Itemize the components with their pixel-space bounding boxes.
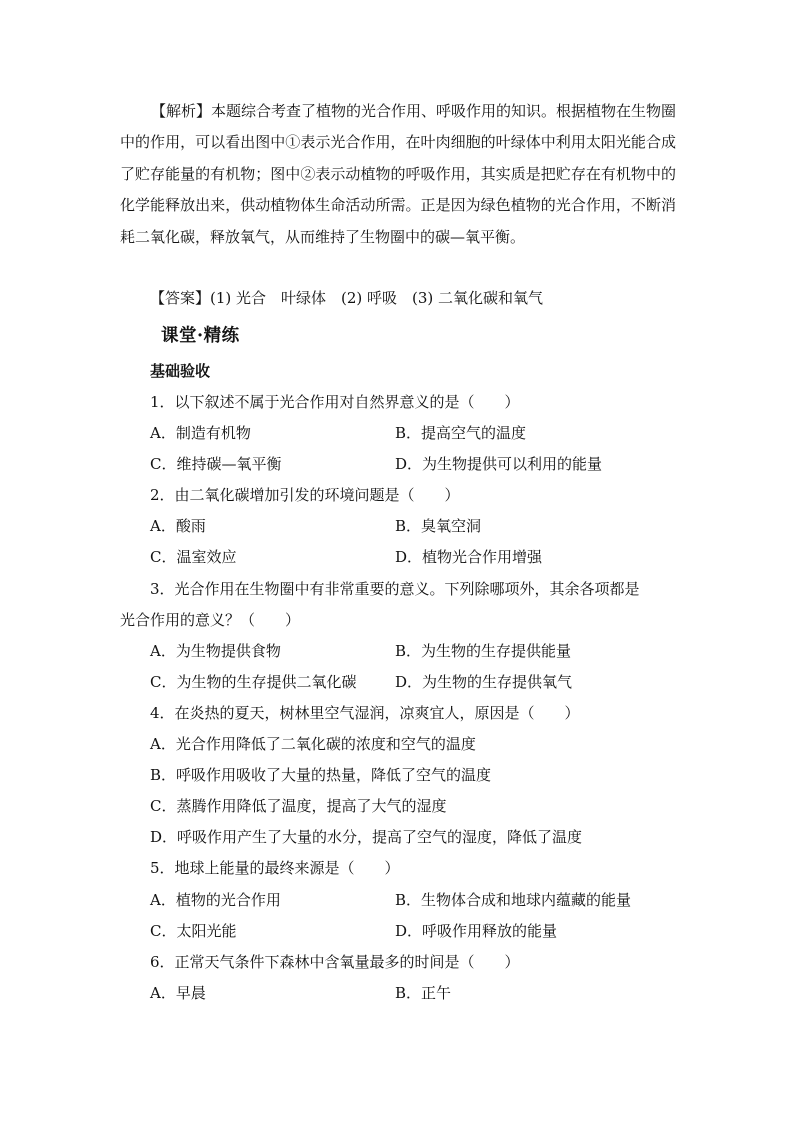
section-title: 课堂·精练 <box>161 326 240 346</box>
question-1-option-a: A．制造有机物 <box>150 424 251 443</box>
question-2-option-d: D．植物光合作用增强 <box>395 548 543 567</box>
analysis-paragraph: 【解析】本题综合考查了植物的光合作用、呼吸作用的知识。根据植物在生物圈中的作用，可以看出图中①表示光合作用，在叶肉细胞的叶绿体中利用太阳光能合成了贮存能量的有机物；图中②表示动植物的呼吸作用，其实质是把贮存在有机物中的化学能释放出来，供动植物体生命活动所需。正是因为绿色植物的光合作用，不断消耗二氧化碳，释放氧气，从而维持了生物圈中的碳—氧平衡。 <box>120 102 677 246</box>
question-2-stem: 2．由二氧化碳增加引发的环境问题是（ ） <box>150 486 460 505</box>
question-1-option-d: D．为生物提供可以利用的能量 <box>395 455 603 474</box>
question-3-option-c: C．为生物的生存提供二氧化碳 <box>150 672 357 691</box>
question-4-option-d: D．呼吸作用产生了大量的水分，提高了空气的湿度，降低了温度 <box>150 828 583 847</box>
question-3-option-b: B．为生物的生存提供能量 <box>395 641 572 660</box>
question-1-option-b: B．提高空气的温度 <box>395 424 527 443</box>
question-3-option-d: D．为生物的生存提供氧气 <box>395 672 573 691</box>
question-1-option-c: C．维持碳—氧平衡 <box>150 455 282 474</box>
question-2-option-b: B．臭氧空洞 <box>395 517 482 536</box>
question-1-options-row-1 <box>120 418 676 449</box>
question-5-option-c: C．太阳光能 <box>150 921 237 940</box>
question-2-option-a: A．酸雨 <box>150 517 206 536</box>
question-2-option-c: C．温室效应 <box>150 548 237 567</box>
question-2-options-row-1 <box>120 511 676 542</box>
question-4-stem: 4．在炎热的夏天，树林里空气湿润，凉爽宜人，原因是（ ） <box>150 703 580 722</box>
question-5-options-row-2 <box>120 916 676 947</box>
question-6-option-a: A．早晨 <box>150 983 206 1002</box>
question-6-stem: 6．正常天气条件下森林中含氧量最多的时间是（ ） <box>150 952 520 971</box>
question-4-option-c: C．蒸腾作用降低了温度，提高了大气的湿度 <box>150 797 447 816</box>
question-3-option-a: A．为生物提供食物 <box>150 641 281 660</box>
question-4-option-b: B．呼吸作用吸收了大量的热量，降低了空气的温度 <box>150 766 492 785</box>
answer-line: 【答案】(1) 光合 叶绿体 (2) 呼吸 (3) 二氧化碳和氧气 <box>150 289 544 307</box>
question-3-stem-continued: 光合作用的意义？（ ） <box>120 610 301 629</box>
question-5-option-d: D．呼吸作用释放的能量 <box>395 921 558 940</box>
question-5-stem: 5．地球上能量的最终来源是（ ） <box>150 859 400 878</box>
subsection-title: 基础验收 <box>150 362 211 380</box>
question-4-option-a: A．光合作用降低了二氧化碳的浓度和空气的温度 <box>150 735 476 754</box>
question-3-options-row-1 <box>120 636 676 667</box>
question-2-options-row-2 <box>120 542 676 573</box>
question-5-option-b: B．生物体合成和地球内蕴藏的能量 <box>395 890 632 909</box>
question-1-options-row-2 <box>120 449 676 480</box>
question-3-stem: 3．光合作用在生物圈中有非常重要的意义。下列除哪项外，其余各项都是 <box>150 579 640 598</box>
question-6-option-b: B．正午 <box>395 983 452 1002</box>
question-5-option-a: A．植物的光合作用 <box>150 890 281 909</box>
question-5-options-row-1 <box>120 885 676 916</box>
question-6-options-row-1 <box>120 978 676 1009</box>
question-1-stem: 1．以下叙述不属于光合作用对自然界意义的是（ ） <box>150 393 520 411</box>
question-3-options-row-2 <box>120 667 676 698</box>
question-list <box>120 387 676 1009</box>
